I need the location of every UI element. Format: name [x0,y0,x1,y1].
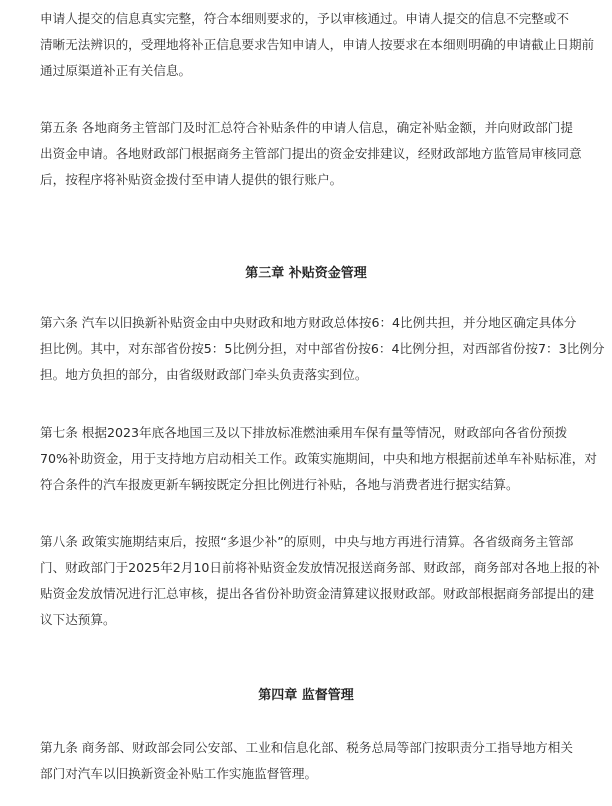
paragraph-line: 第八条 政策实施期结束后，按照“多退少补”的原则，中央与地方再进行清算。各省级商务主管部 [40,534,574,549]
paragraph-line: 第七条 根据2023年底各地国三及以下排放标准燃油乘用车保有量等情况，财政部向各省份预拨 [40,425,568,440]
chapter-4-title: 第四章 监督管理 [258,688,354,703]
paragraph-line: 申请人提交的信息真实完整，符合本细则要求的，予以审核通过。申请人提交的信息不完整或不 [40,11,569,26]
article-7 [40,420,597,498]
paragraph-line: 出资金申请。各地财政部门根据商务主管部门提出的资金安排建议，经财政部地方监管局审核同意 [40,146,582,161]
paragraph-line: 担比例。其中，对东部省份按5：5比例分担，对中部省份按6：4比例分担，对西部省份按7：3比例分 [40,341,605,356]
paragraph-line: 门、财政部门于2025年2月10日前将补贴资金发放情况报送商务部、财政部，商务部对各地上报的补 [40,560,600,575]
paragraph-line: 部门对汽车以旧换新资金补贴工作实施监督管理。 [40,766,318,781]
paragraph-line: 第六条 汽车以旧换新补贴资金由中央财政和地方财政总体按6：4比例共担，并分地区确定具体分 [40,315,577,330]
paragraph-line: 清晰无法辨识的，受理地将补正信息要求告知申请人，申请人按要求在本细则明确的申请截止日期前 [40,37,595,52]
paragraph-line: 符合条件的汽车报废更新车辆按既定分担比例进行补贴，各地与消费者进行据实结算。 [40,477,519,492]
paragraph-line: 担。地方负担的部分，由省级财政部门牵头负责落实到位。 [40,367,368,382]
paragraph-line: 贴资金发放情况进行汇总审核，提出各省份补助资金清算建议报财政部。财政部根据商务部提出的建 [40,586,595,601]
article-6 [40,310,605,388]
paragraph-line: 通过原渠道补正有关信息。 [40,63,192,78]
paragraph-line: 70%补助资金，用于支持地方启动相关工作。政策实施期间，中央和地方根据前述单车补贴标准，对 [40,451,597,466]
paragraph-line: 第五条 各地商务主管部门及时汇总符合补贴条件的申请人信息，确定补贴金额，并向财政部门提 [40,120,573,135]
article-8 [40,529,600,633]
paragraph-intro [40,6,595,84]
chapter-3-title: 第三章 补贴资金管理 [245,266,367,281]
paragraph-line: 议下达预算。 [40,612,116,627]
article-5 [40,115,588,193]
paragraph-line: 第九条 商务部、财政部会同公安部、工业和信息化部、税务总局等部门按职责分工指导地方相关 [40,740,573,755]
article-9 [40,735,588,787]
paragraph-line: 后，按程序将补贴资金拨付至申请人提供的银行账户。 [40,172,343,187]
